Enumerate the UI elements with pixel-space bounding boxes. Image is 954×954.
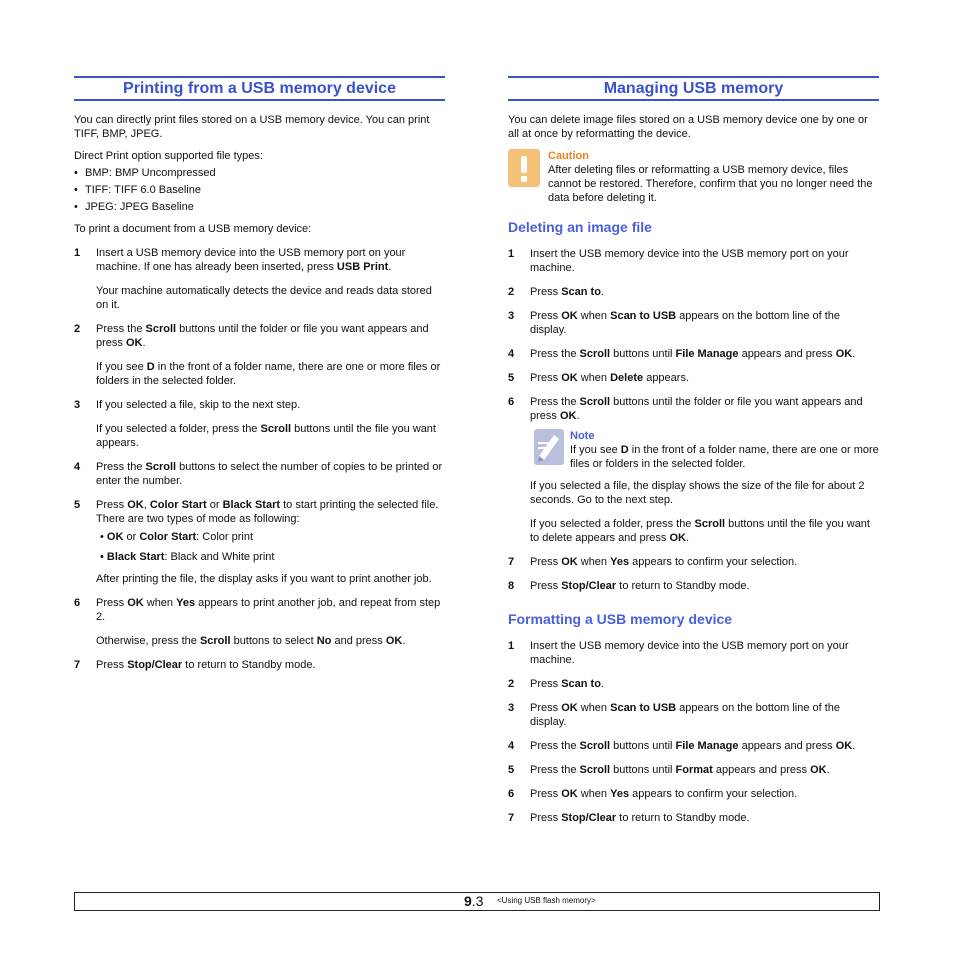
fmt-step-1: 1 Insert the USB memory device into the USB memory port on your machine. [508,640,849,666]
mode-color: • OK or Color Start: Color print [100,531,254,543]
list-item: • TIFF: TIFF 6.0 Baseline [74,184,201,196]
subheading-deleting: Deleting an image file [508,219,652,235]
left-column [74,76,445,682]
managing-intro: You can delete image files stored on a USB memory device one by one or all at once by reformatting the device. [508,114,868,140]
mode-black: • Black Start: Black and White print [100,551,275,563]
del-step-1: 1 Insert the USB memory device into the USB memory port on your machine. [508,248,849,274]
to-print-text: To print a document from a USB memory device: [74,223,312,235]
note-pencil-icon [534,429,564,469]
right-column [508,76,879,835]
note-title: Note [570,430,595,442]
del-step-3: 3 Press OK when Scan to USB appears on the bottom line of the display. [508,310,841,336]
fmt-step-5: 5 Press the Scroll buttons until Format appears and press OK. [508,764,830,776]
step-6-note: Otherwise, press the Scroll buttons to select No and press OK. [96,635,406,647]
bullet: • [74,184,78,196]
list-item: • BMP: BMP Uncompressed [74,167,216,179]
caution-box [508,149,879,205]
bullet: • [74,167,78,179]
step-4: 4 Press the Scroll buttons to select the number of copies to be printed or enter the number. [74,461,443,487]
bullet: • [74,201,78,213]
fmt-step-2: 2 Press Scan to. [508,678,604,690]
step-1-note: Your machine automatically detects the device and reads data stored on it. [96,285,432,311]
note-box [508,429,879,471]
step-2: 2 Press the Scroll buttons until the folder or file you want appears and press OK. [74,323,429,349]
caution-title: Caution [548,150,589,162]
exclamation-icon [508,149,540,191]
types-intro: Direct Print option supported file types: [74,150,263,162]
note-text: If you see D in the front of a folder name, there are one or more files or folders in the selected folder. [570,444,879,470]
del-step-6: 6 Press the Scroll buttons until the folder or file you want appears and press OK. [508,396,863,422]
del-step-5: 5 Press OK when Delete appears. [508,372,690,384]
section-title-managing: Managing USB memory [508,76,879,101]
del-step-4: 4 Press the Scroll buttons until File Manage appears and press OK. [508,348,856,360]
list-item: • JPEG: JPEG Baseline [74,201,194,213]
intro-text: You can directly print files stored on a USB memory device. You can print TIFF, BMP, JPEG. [74,114,430,140]
after-print-text: After printing the file, the display asks if you want to print another job. [96,573,432,585]
caution-text: After deleting files or reformatting a USB memory device, files cannot be restored. Therefore, confirm that you no longer need the data before deleting it. [548,164,873,204]
step-3: 3 If you selected a file, skip to the next step. [74,399,301,411]
step-3-note: If you selected a folder, press the Scroll buttons until the file you want appears. [96,423,436,449]
step-6: 6 Press OK when Yes appears to print another job, and repeat from step 2. [74,597,441,623]
del-step-6-folder: If you selected a folder, press the Scroll buttons until the file you want to delete appears and press OK. [530,518,870,544]
del-step-7: 7 Press OK when Yes appears to confirm your selection. [508,556,798,568]
fmt-step-6: 6 Press OK when Yes appears to confirm your selection. [508,788,798,800]
del-step-2: 2 Press Scan to. [508,286,604,298]
fmt-step-7: 7 Press Stop/Clear to return to Standby mode. [508,812,750,824]
del-step-8: 8 Press Stop/Clear to return to Standby mode. [508,580,750,592]
del-step-6-file: If you selected a file, the display shows the size of the file for about 2 seconds. Go to the next step. [530,480,865,506]
step-1: 1 Insert a USB memory device into the USB memory port on your machine. If one has already been inserted, press USB Print. [74,247,406,273]
step-7: 7 Press Stop/Clear to return to Standby mode. [74,659,316,671]
step-2-note: If you see D in the front of a folder name, there are one or more files or folders in the selected folder. [96,361,441,387]
fmt-step-3: 3 Press OK when Scan to USB appears on the bottom line of the display. [508,702,841,728]
chapter-name: <Using USB flash memory> [497,896,596,905]
page-footer [74,892,880,911]
section-title-printing: Printing from a USB memory device [74,76,445,101]
page-number: 9.3 [464,893,484,909]
subheading-formatting: Formatting a USB memory device [508,611,733,627]
step-5: 5 Press OK, Color Start or Black Start to start printing the selected file. There are two types of mode as following: [74,499,439,525]
fmt-step-4: 4 Press the Scroll buttons until File Manage appears and press OK. [508,740,856,752]
